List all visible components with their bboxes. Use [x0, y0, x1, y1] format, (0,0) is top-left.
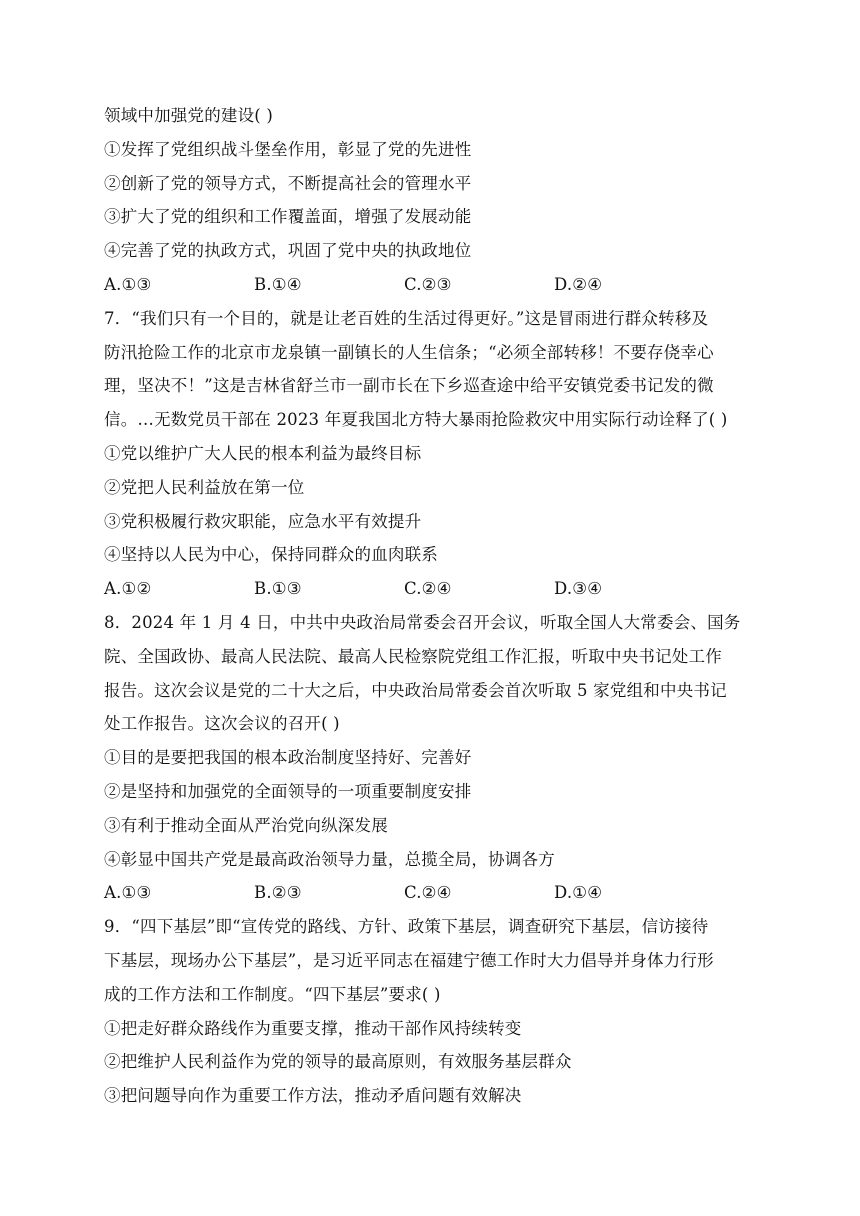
question-9-stem-line-3: 成的工作方法和工作制度。“四下基层”要求( ) [104, 984, 441, 1004]
question-7-item-4: ④坚持以人民为中心，保持同群众的血肉联系 [104, 545, 438, 565]
question-7-item-2: ②党把人民利益放在第一位 [104, 477, 305, 497]
question-7 [104, 302, 764, 606]
option-b[interactable]: B.②③ [254, 883, 302, 903]
question-9-item-1: ①把走好群众路线作为重要支撑，推动干部作风持续转变 [104, 1018, 522, 1038]
option-d[interactable]: D.③④ [554, 579, 603, 599]
option-c[interactable]: C.②③ [404, 274, 452, 294]
question-8-item-3: ③有利于推动全面从严治党向纵深发展 [104, 815, 388, 835]
question-8-options [104, 876, 764, 910]
question-9-stem-line-1: 9．“四下基层”即“宣传党的路线、方针、政策下基层，调查研究下基层，信访接待 [104, 917, 709, 937]
question-6-item-2: ②创新了党的领导方式，不断提高社会的管理水平 [104, 173, 472, 193]
question-6-stem-tail: 领域中加强党的建设( ) [104, 106, 274, 125]
question-8-item-2: ②是坚持和加强党的全面领导的一项重要制度安排 [104, 781, 472, 801]
option-c[interactable]: C.②④ [404, 579, 452, 599]
option-b[interactable]: B.①③ [254, 579, 302, 599]
question-6-item-4: ④完善了党的执政方式，巩固了党中央的执政地位 [104, 241, 472, 261]
question-8-item-4: ④彰显中国共产党是最高政治领导力量，总揽全局，协调各方 [104, 849, 555, 869]
option-a[interactable]: A.①③ [104, 883, 152, 903]
question-8-item-1: ①目的是要把我国的根本政治制度坚持好、完善好 [104, 748, 472, 768]
question-9-item-2: ②把维护人民利益作为党的领导的最高原则，有效服务基层群众 [104, 1052, 572, 1072]
question-7-stem-line-3: 理，坚决不！”这是吉林省舒兰市一副市长在下乡巡查途中给平安镇党委书记发的微 [104, 376, 714, 396]
question-7-item-3: ③党积极履行救灾职能，应急水平有效提升 [104, 511, 422, 531]
option-d[interactable]: D.②④ [554, 274, 603, 294]
option-c[interactable]: C.②④ [404, 883, 452, 903]
question-8-stem-line-4: 处工作报告。这次会议的召开( ) [104, 714, 340, 734]
question-6-item-3: ③扩大了党的组织和工作覆盖面，增强了发展动能 [104, 207, 472, 227]
question-6-item-1: ①发挥了党组织战斗堡垒作用，彰显了党的先进性 [104, 139, 472, 159]
question-7-stem-line-4: 信。…无数党员干部在 2023 年夏我国北方特大暴雨抢险救灾中用实际行动诠释了( ) [104, 410, 728, 430]
question-7-stem-line-2: 防汛抢险工作的北京市龙泉镇一副镇长的人生信条；“必须全部转移！不要存侥幸心 [104, 342, 714, 362]
question-8-stem-line-1: 8．2024 年 1 月 4 日，中共中央政治局常委会召开会议，听取全国人大常委会、国务 [104, 612, 741, 632]
question-8-stem-line-3: 报告。这次会议是党的二十大之后，中央政治局常委会首次听取 5 家党组和中央书记 [104, 680, 727, 700]
question-9-stem-line-2: 下基层，现场办公下基层”，是习近平同志在福建宁德工作时大力倡导并身体力行形 [104, 950, 714, 970]
question-7-item-1: ①党以维护广大人民的根本利益为最终目标 [104, 443, 422, 463]
question-8 [104, 606, 764, 910]
question-7-options [104, 572, 764, 606]
question-6-options [104, 268, 764, 302]
option-b[interactable]: B.①④ [254, 274, 302, 294]
question-9-item-3: ③把问题导向作为重要工作方法，推动矛盾问题有效解决 [104, 1086, 522, 1106]
option-d[interactable]: D.①④ [554, 883, 603, 903]
option-a[interactable]: A.①③ [104, 274, 152, 294]
question-9 [104, 910, 764, 1113]
option-a[interactable]: A.①② [104, 579, 152, 599]
question-6 [104, 99, 764, 302]
question-8-stem-line-2: 院、全国政协、最高人民法院、最高人民检察院党组工作汇报，听取中央书记处工作 [104, 646, 722, 666]
question-7-stem-line-1: 7．“我们只有一个目的，就是让老百姓的生活过得更好。”这是冒雨进行群众转移及 [104, 308, 709, 328]
question-content [104, 99, 764, 1113]
